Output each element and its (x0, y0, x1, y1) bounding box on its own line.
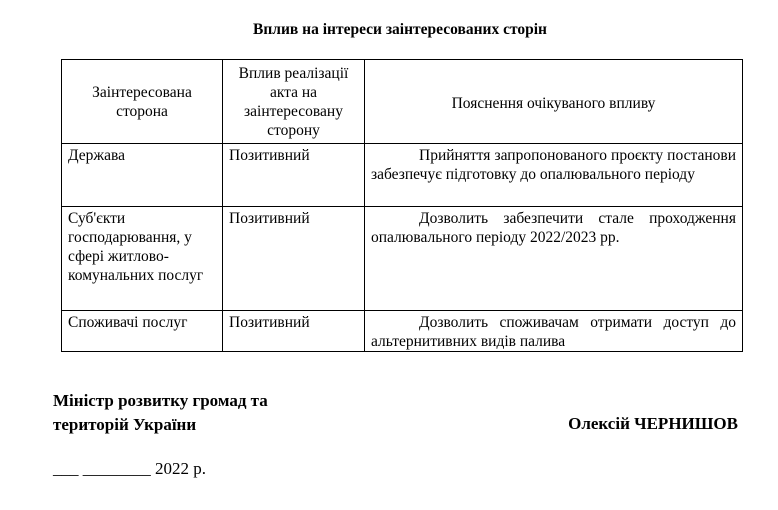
table-header-row (62, 60, 743, 144)
table-row (62, 144, 743, 207)
table-row (62, 207, 743, 311)
signatory-role (53, 389, 353, 437)
header-impact: Вплив реалізації акта на заінтересовану сторону (223, 60, 365, 144)
cell-impact: Позитивний (223, 207, 365, 311)
cell-explanation: Дозволить забезпечити стале проходження опалювального періоду 2022/2023 рр. (365, 207, 743, 311)
document-title: Вплив на інтереси заінтересованих сторін (253, 21, 547, 38)
stakeholder-impact-table (61, 59, 743, 352)
cell-impact: Позитивний (223, 144, 365, 207)
signatory-role-line2: територій України (53, 415, 197, 434)
header-stakeholder: Заінтересована сторона (62, 60, 223, 144)
date-line: ___ ________ 2022 р. (53, 459, 206, 478)
cell-party: Суб'єкти господарювання, у сфері житлово-комунальних послуг (62, 207, 223, 311)
cell-impact: Позитивний (223, 311, 365, 352)
cell-party: Споживачі послуг (62, 311, 223, 352)
signatory-name: Олексій ЧЕРНИШОВ (568, 414, 738, 433)
header-explanation: Пояснення очікуваного впливу (365, 60, 743, 144)
cell-explanation: Дозволить споживачам отримати доступ до альтернитивних видів палива (365, 311, 743, 352)
signatory-role-line1: Міністр розвитку громад та (53, 391, 268, 410)
table-row (62, 311, 743, 352)
cell-party: Держава (62, 144, 223, 207)
cell-explanation: Прийняття запропонованого проєкту постанови забезпечує підготовку до опалювального періоду (365, 144, 743, 207)
